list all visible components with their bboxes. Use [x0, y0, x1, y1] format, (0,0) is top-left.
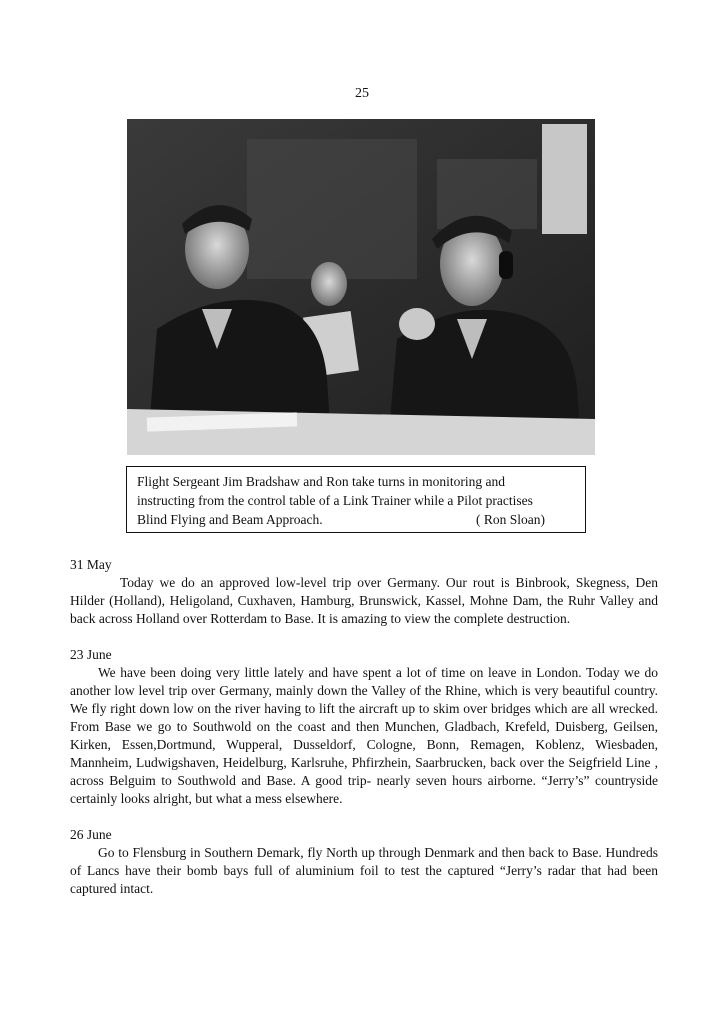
photo-credit: ( Ron Sloan) [476, 512, 545, 527]
entry-date: 26 June [70, 827, 112, 842]
caption-line: instructing from the control table of a Link Trainer while a Pilot practises [137, 493, 533, 508]
diary-entry [70, 556, 658, 628]
diary-entry [70, 646, 658, 808]
entry-date: 23 June [70, 647, 112, 662]
diary-entry [70, 826, 658, 898]
entry-text: We have been doing very little lately and have spent a lot of time on leave in London. Today we do another low level trip over Germany, mainly down the Valley of the Rhine, which is very beautiful country. We fly right down low on the river having to lift the aircraft up to skim over bridges which are all wrecked. From Base we go to Southwold on the coast and then Munchen, Gladbach, Krefeld, Duisberg, Geilsen, Kirken, Essen,Dortmund, Wupperal, Dusseldorf, Cologne, Bonn, Remagen, Koblenz, Wiesbaden, Mannheim, Ludwigshaven, Heidelburg, Karlsruhe, Phfirzhein, Saarbrucken, back over the Seigfrield Line , across Belguim to Southwold and Base. A good trip- nearly seven hours airborne. “Jerry’s” countryside certainly looks alright, but what a mess elsewhere. [70, 665, 658, 806]
photograph [127, 119, 595, 455]
caption-line-text: Blind Flying and Beam Approach. [137, 512, 323, 527]
entry-date: 31 May [70, 557, 112, 572]
caption-line: Flight Sergeant Jim Bradshaw and Ron take turns in monitoring and [137, 474, 505, 489]
page-number: 25 [355, 86, 369, 101]
photo-caption [126, 466, 586, 533]
diary-entries [70, 556, 658, 916]
caption-line [137, 510, 575, 529]
entry-text: Go to Flensburg in Southern Demark, fly North up through Denmark and then back to Base. Hundreds of Lancs have their bomb bays full of aluminium foil to test the captured “Jerry’s radar that had been captured intact. [70, 845, 658, 896]
photograph-three-men-link-trainer-icon [127, 119, 595, 455]
entry-text: Today we do an approved low-level trip over Germany. Our rout is Binbrook, Skegness, Den Hilder (Holland), Heligoland, Cuxhaven, Hamburg, Brunswick, Kassel, Mohne Dam, the Ruhr Valley and back across Holland over Rotterdam to Base. It is amazing to view the complete destruction. [70, 575, 658, 626]
